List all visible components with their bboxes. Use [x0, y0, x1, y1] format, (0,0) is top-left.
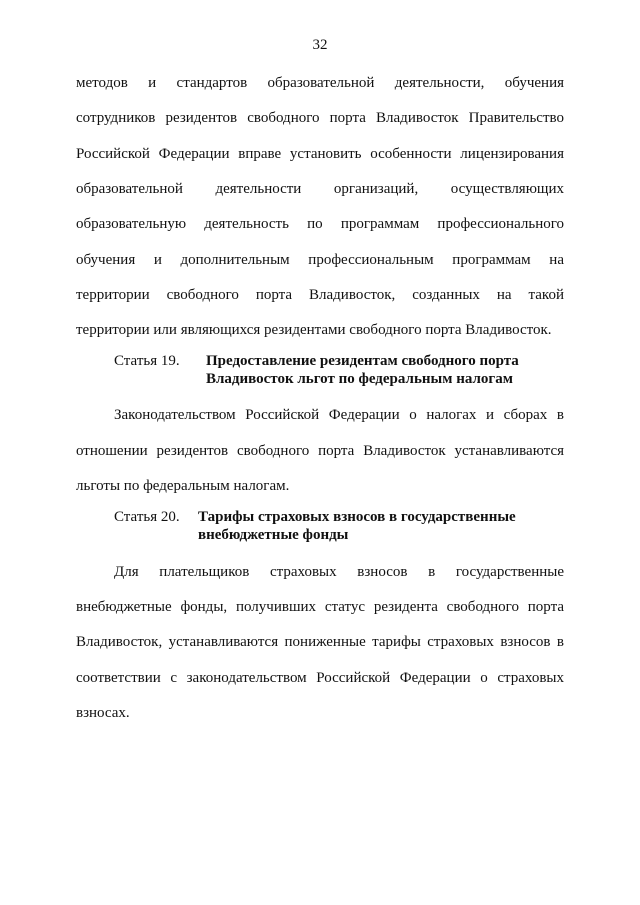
article-20-body-line: внебюджетные фонды, получивших статус резидента свободного порта [76, 599, 564, 615]
article-20-body-line: Владивосток, устанавливаются пониженные тарифы страховых взносов в [76, 634, 564, 650]
article-19-body-line: отношении резидентов свободного порта Владивосток устанавливаются [76, 443, 564, 459]
article-20-body-line: взносах. [76, 705, 130, 721]
article-20-body-line: Для плательщиков страховых взносов в государственные [114, 564, 564, 580]
paragraph-line: территории или являющихся резидентами свободного порта Владивосток. [76, 322, 552, 338]
article-20-number: Статья 20. [114, 509, 180, 525]
article-20-title-line: внебюджетные фонды [198, 527, 349, 543]
article-19-title-line: Владивосток льгот по федеральным налогам [206, 371, 513, 387]
article-20-title-line: Тарифы страховых взносов в государственные [198, 509, 516, 525]
article-19-body-line: Законодательством Российской Федерации о налогах и сборах в [114, 407, 564, 423]
paragraph-line: сотрудников резидентов свободного порта Владивосток Правительство [76, 110, 564, 126]
paragraph-line: территории свободного порта Владивосток, созданных на такой [76, 287, 564, 303]
paragraph-line: Российской Федерации вправе установить особенности лицензирования [76, 146, 564, 162]
page-number: 32 [312, 37, 328, 53]
paragraph-line: методов и стандартов образовательной деятельности, обучения [76, 75, 564, 91]
article-19-title-line: Предоставление резидентам свободного порта [206, 353, 519, 369]
paragraph-line: образовательной деятельности организаций, осуществляющих [76, 181, 564, 197]
article-20-body-line: соответствии с законодательством Российской Федерации о страховых [76, 670, 564, 686]
article-19-number: Статья 19. [114, 353, 180, 369]
paragraph-line: обучения и дополнительным профессиональным программам на [76, 252, 564, 268]
paragraph-line: образовательную деятельность по программам профессионального [76, 216, 564, 232]
article-19-body-line: льготы по федеральным налогам. [76, 478, 290, 494]
